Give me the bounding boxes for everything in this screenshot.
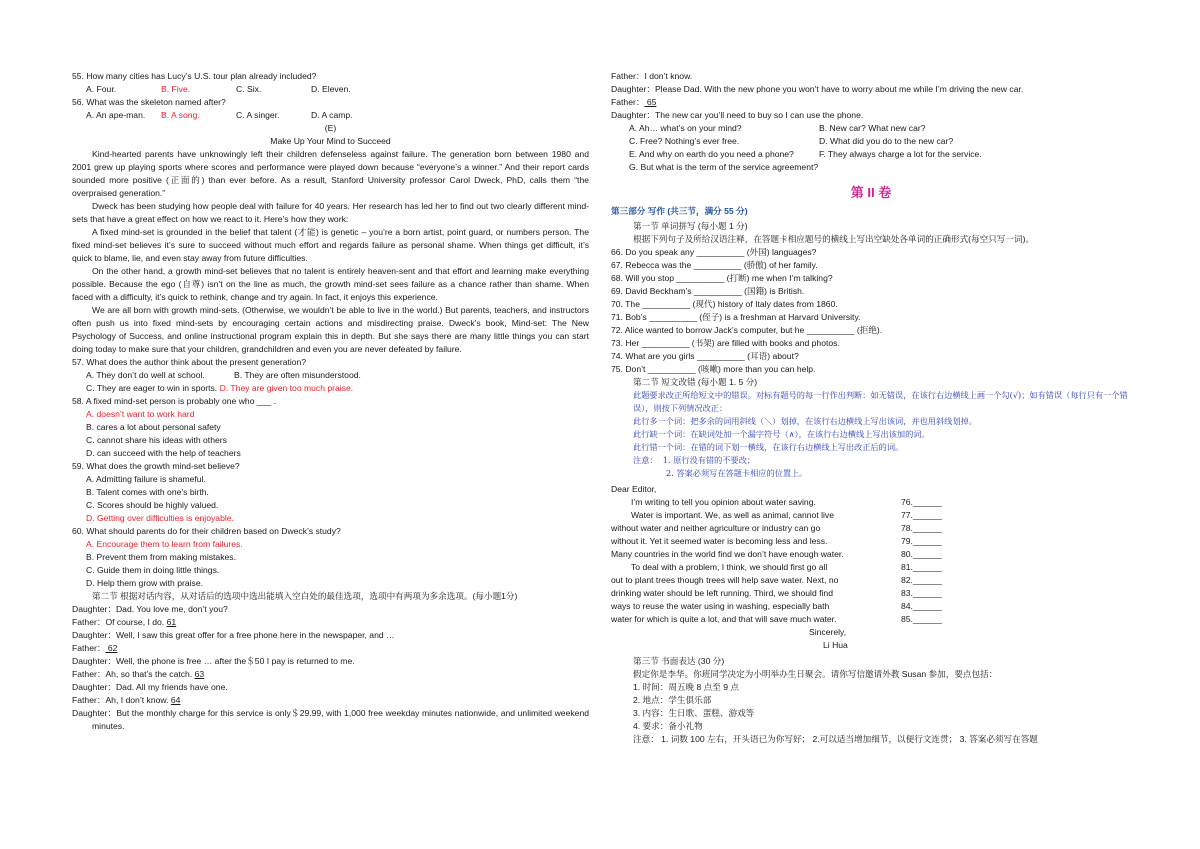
- q59-option-d: D. Getting over difficulties is enjoyable.: [86, 513, 234, 523]
- letter-line: without it. Yet it seemed water is becoming less and less. 79.______: [611, 536, 942, 546]
- choice-c: C. Free? Nothing’s ever free.: [629, 136, 740, 146]
- error-rule: 此行缺一个词：在缺词处加一个漏字符号（∧），在该行右边横线上写出该加的词。: [633, 429, 930, 439]
- passage-title: Make Up Your Mind to Succeed: [270, 136, 391, 146]
- section1-title: 第一节 单词拼写 (每小题 1 分): [633, 221, 748, 231]
- q57-option-b: B. They are often misunderstood.: [234, 370, 361, 380]
- q57-stem: 57. What does the author think about the present generation?: [72, 357, 307, 367]
- q55-stem: 55. How many cities has Lucy’s U.S. tour plan already included?: [72, 71, 317, 81]
- error-letter: [611, 496, 1131, 626]
- q56-option-c: C. A singer.: [236, 110, 280, 120]
- error-rule: 此行错一个词：在错的词下划一横线，在该行右边横线上写出改正后的词。: [633, 442, 904, 452]
- spelling-item: 69. David Beckham’s __________ (国籍) is British.: [611, 286, 805, 296]
- dialog-line: Father：Ah, I don’t know. 64: [72, 695, 181, 705]
- passage-paragraph: Kind-hearted parents have unknowingly left their children defenseless against failure. The generation born between 1980 and 2001 grew up playing sports where scores and performance were played down because “everyone’s a winner.” And their report cards sounded more positive (正面的) than ever before. As a result, Stanford University professor Carol Dweck, PhD, calls them “the overpraised generation.”: [72, 149, 589, 198]
- q58-option-b: B. cares a lot about personal safety: [86, 422, 221, 432]
- right-column: [611, 70, 1131, 746]
- q55-option-d: D. Eleven.: [311, 84, 351, 94]
- left-column: [72, 70, 589, 733]
- dialog-line: Father：Ah, so that’s the catch. 63: [72, 669, 205, 679]
- letter-line: drinking water should be left running. Third, we should find 83.______: [611, 588, 942, 598]
- q55-options: [72, 83, 589, 96]
- letter-line: water for which is quite a lot, and that will save much water. 85.______: [611, 614, 942, 624]
- spelling-item: 68. Will you stop __________ (打断) me when I’m talking?: [611, 273, 833, 283]
- dialog-line: Father：Of course, I do. 61: [72, 617, 177, 627]
- q58-stem: 58. A fixed mind-set person is probably one who ___ .: [72, 396, 276, 406]
- writing-point: 4. 要求：备小礼物: [633, 721, 703, 731]
- dialog-line: Daughter：But the monthly charge for this service is only＄29.99, with 1,000 free weekday minutes nationwide, and unlimited weekend minutes.: [72, 708, 589, 731]
- error-rule: 此行多一个词：把多余的词用斜线（＼）划掉，在该行右边横线上写出该词，并也用斜线划掉。: [633, 416, 977, 426]
- q56-options: [72, 109, 589, 122]
- writing-note: 注意： 1. 词数 100 左右，开头语已为你写好； 2.可以适当增加细节，以便行文连贯； 3. 答案必须写在答题: [633, 734, 1038, 744]
- dialog-line: Father： 62: [72, 643, 118, 653]
- passage-letter: (E): [324, 123, 337, 133]
- passage-paragraph: A fixed mind-set is grounded in the belief that talent (才能) is genetic – you’re a born artist, point guard, or numbers person. The fixed mind-set believes it’s sure to succeed without much effort and regards failure as personal shame. When things get difficult, it’s quick to blame, lie, and even stay away from future difficulties.: [72, 227, 589, 263]
- blank-63: 63: [194, 669, 205, 679]
- letter-closing: Sincerely,: [809, 627, 847, 637]
- blank-62: 62: [105, 643, 118, 653]
- q60-stem: 60. What should parents do for their children based on Dweck’s study?: [72, 526, 341, 536]
- spelling-item: 72. Alice wanted to borrow Jack’s computer, but he __________ (拒绝).: [611, 325, 883, 335]
- dialog-choices: [611, 122, 1131, 174]
- passage-paragraph: Dweck has been studying how people deal with failure for 40 years. Her research has led her to find out two clearly different mind-sets that have a great effect on how we react to it. Here’s how they work:: [72, 201, 589, 224]
- dialog-line: Daughter：Dad. All my friends have one.: [72, 682, 228, 692]
- section2-title: 第二节 短文改错 (每小题 1. 5 分): [633, 377, 758, 387]
- letter-line: Water is important. We, as well as animal, cannot live 77.______: [631, 510, 942, 520]
- error-rules: [611, 389, 1131, 480]
- writing-point: 1. 时间：周五晚 8 点至 9 点: [633, 682, 740, 692]
- q55-option-a: A. Four.: [86, 84, 117, 94]
- letter-line: I’m writing to tell you opinion about water saving. 76.______: [631, 497, 942, 507]
- dialog-line: Daughter：Well, the phone is free … after the＄50 I pay is returned to me.: [72, 656, 355, 666]
- q60-option-a: A. Encourage them to learn from failures.: [86, 539, 243, 549]
- passage-paragraph: We are all born with growth mind-sets. (Otherwise, we wouldn’t be able to live in the world.) But parents, teachers, and instructors often push us into fixed mind-sets by encouraging certain actions and misdirecting praise. Dweck’s book, Mind-set: The New Psychology of Success, and online instructional program explain this in depth. But she says there are many little things you can start doing today to make sure that your children, grandchildren and even you are never defeated by failure.: [72, 305, 589, 354]
- letter-line: Many countries in the world find we don’t have enough water. 80.______: [611, 549, 942, 559]
- q58-option-a: A. doesn’t want to work hard: [86, 409, 195, 419]
- spelling-item: 66. Do you speak any __________ (外国) languages?: [611, 247, 817, 257]
- spelling-item: 75. Don’t __________ (咳嗽) more than you can help.: [611, 364, 816, 374]
- q58-option-d: D. can succeed with the help of teachers: [86, 448, 241, 458]
- letter-greeting: Dear Editor,: [611, 484, 657, 494]
- letter-line: To deal with a problem, I think, we should first go all 81.______: [631, 562, 942, 572]
- choice-a: A. Ah… what’s on your mind?: [629, 123, 742, 133]
- choice-e: E. And why on earth do you need a phone?: [629, 149, 794, 159]
- part-ii-title: 第 II 卷: [850, 185, 892, 200]
- writing-point: 2. 地点：学生俱乐部: [633, 695, 712, 705]
- dialog-line: Father： 65: [611, 97, 657, 107]
- q60-option-c: C. Guide them in doing little things.: [86, 565, 220, 575]
- spelling-item: 74. What are you girls __________ (耳语) about?: [611, 351, 799, 361]
- section3-intro: 假定你是李华。你班同学决定为小明举办生日聚会。请你写信邀请外教 Susan 参加，要点包括：: [633, 669, 998, 679]
- section3-title: 第三节 书面表达 (30 分): [633, 656, 725, 666]
- spelling-list: [611, 246, 1131, 376]
- q55-option-c: C. Six.: [236, 84, 262, 94]
- choice-f: F. They always charge a lot for the service.: [819, 149, 982, 159]
- q57-option-c: C. They are eager to win in sports.: [86, 383, 218, 393]
- dialog-line: Daughter：The new car you’ll need to buy so I can use the phone.: [611, 110, 864, 120]
- passage-paragraph: On the other hand, a growth mind-set believes that no talent is entirely heaven-sent and that effort and learning make everything possible. Because the ego (自尊) isn’t on the line as much, the growth mind-set sees failure as a chance rather than shame. When faced with a difficulty, it’s quick to rethink, change and try again. In fact, it enjoys this experience.: [72, 266, 589, 302]
- dialog-line: Daughter：Well, I saw this great offer for a free phone here in the newspaper, and …: [72, 630, 395, 640]
- dialog-right: [611, 70, 1131, 122]
- dialog-left: [72, 603, 589, 733]
- q57-options-row1: [72, 369, 589, 382]
- dialog-line: Father：I don’t know.: [611, 71, 693, 81]
- q56-stem: 56. What was the skeleton named after?: [72, 97, 226, 107]
- dialog-line: Daughter：Please Dad. With the new phone you won’t have to worry about me while I’m driving the new car.: [611, 84, 1024, 94]
- dialog-line: Daughter：Dad. You love me, don’t you?: [72, 604, 228, 614]
- blank-64: 64: [170, 695, 181, 705]
- q57-option-a: A. They don’t do well at school.: [86, 370, 205, 380]
- q56-option-b: B. A song.: [161, 110, 200, 120]
- spelling-item: 67. Rebecca was the __________ (骄傲) of her family.: [611, 260, 818, 270]
- choice-d: D. What did you do to the new car?: [819, 136, 954, 146]
- q58-option-c: C. cannot share his ideas with others: [86, 435, 227, 445]
- writing-point: 3. 内容：生日歌、蛋糕、游戏等: [633, 708, 755, 718]
- q55-option-b: B. Five.: [161, 84, 191, 94]
- q59-option-c: C. Scores should be highly valued.: [86, 500, 219, 510]
- q56-option-d: D. A camp.: [311, 110, 353, 120]
- section1-intro: 根据下列句子及所给汉语注释，在答题卡相应题号的横线上写出空缺处各单词的正确形式(每空只写一词)。: [633, 234, 1035, 244]
- blank-65: 65: [644, 97, 657, 107]
- error-rule: 此题要求改正所给短文中的错误。对标有题号的每一行作出判断：如无错误，在该行右边横线上画一个勾(√)；如有错误（每行只有一个错误），则按下列情况改正：: [633, 390, 1128, 413]
- q60-option-b: B. Prevent them from making mistakes.: [86, 552, 236, 562]
- blank-61: 61: [166, 617, 177, 627]
- q57-options-row2: [72, 382, 589, 395]
- q57-option-d: D. They are given too much praise.: [219, 383, 354, 393]
- letter-line: out to plant trees though trees will help save water. Next, no 82.______: [611, 575, 942, 585]
- letter-signature: Li Hua: [823, 640, 848, 650]
- q60-option-d: D. Help them grow with praise.: [86, 578, 204, 588]
- letter-line: ways to reuse the water using in washing, especially bath 84.______: [611, 601, 942, 611]
- error-note-1: 注意： 1. 原行没有错的不要改；: [633, 455, 756, 465]
- spelling-item: 73. Her __________ (书架) are filled with books and photos.: [611, 338, 840, 348]
- letter-line: without water and neither agriculture or industry can go 78.______: [611, 523, 942, 533]
- choice-b: B. New car? What new car?: [819, 123, 926, 133]
- q56-option-a: A. An ape-man.: [86, 110, 146, 120]
- error-note-2: 2. 答案必须写在答题卡相应的位置上。: [666, 468, 808, 478]
- section2-intro: 第二节 根据对话内容，从对话后的选项中选出能填入空白处的最佳选项，选项中有两项为多余选项。(每小题1分): [92, 591, 518, 601]
- part3-title: 第三部分 写作 (共三节，满分 55 分): [611, 206, 748, 216]
- q59-stem: 59. What does the growth mind-set believe?: [72, 461, 240, 471]
- choice-g: G. But what is the term of the service agreement?: [629, 162, 819, 172]
- q59-option-b: B. Talent comes with one’s birth.: [86, 487, 209, 497]
- q59-option-a: A. Admitting failure is shameful.: [86, 474, 206, 484]
- spelling-item: 71. Bob’s __________ (侄子) is a freshman at Harvard University.: [611, 312, 861, 322]
- spelling-item: 70. The __________ (现代) history of Italy dates from 1860.: [611, 299, 838, 309]
